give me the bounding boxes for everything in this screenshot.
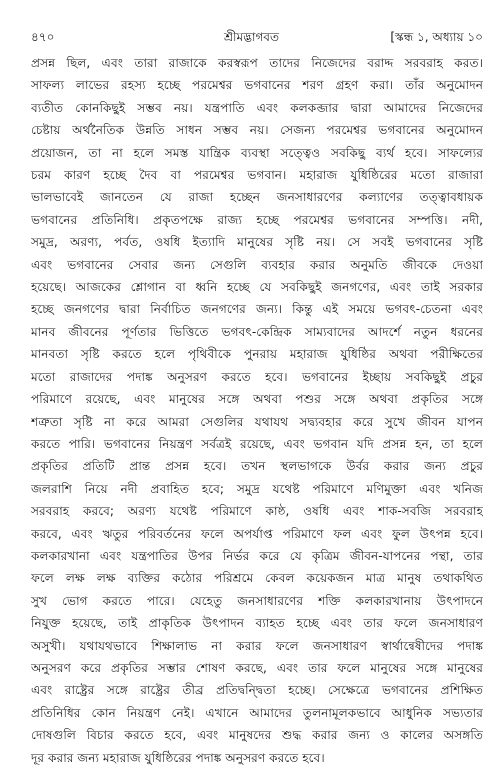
text-line: এবং রাষ্ট্রের সঙ্গে রাষ্ট্রের তীব্র প্রতিদ্বন্দ্বিতা হচ্ছে। সেক্ষেত্রে ভগবানের প্রশিক্ষিত (31, 683, 483, 698)
text-line: এবং ভগবানের সেবার জন্য সেগুলি ব্যবহার করার অনুমতি জীবকে দেওয়া (31, 257, 483, 272)
section-reference: [স্কন্ধ ১, অধ্যায় ১০ (390, 30, 483, 44)
text-line: অসুখী। যথাযথভাবে শিক্ষালাভ না করার ফলে জনসাধারণ স্বার্থান্বেষীদের পদাঙ্ক (31, 638, 483, 653)
running-header (31, 28, 483, 46)
text-line: চেষ্টায় অর্থনৈতিক উন্নতি সাধন সম্ভব নয়। সেজন্য পরমেশ্বর ভগবানের অনুমোদন (31, 123, 483, 138)
text-line: পরিমাণে রয়েছে, এবং মানুষের সঙ্গে অথবা পশুর সঙ্গে অথবা প্রকৃতির সঙ্গে (31, 392, 483, 407)
text-line: সমুদ্র, অরণ্য, পর্বত, ওষধি ইত্যাদি মানুষের সৃষ্টি নয়। সে সবই ভগবানের সৃষ্টি (31, 235, 483, 250)
text-line: করতে পারি। ভগবানের নিয়ন্ত্রণ সর্বত্রই রয়েছে, এবং ভগবান যদি প্রসন্ন হন, তা হলে (31, 436, 483, 451)
page-number: ৪৭০ (31, 30, 55, 44)
text-line: অনুসরণ করে প্রকৃতির সম্ভার শোষণ করছে, এবং তার ফলে মানুষের সঙ্গে মানুষের (31, 660, 483, 675)
text-line: ভগবানের প্রতিনিধি। প্রকৃতপক্ষে রাজ্য হচ্ছে পরমেশ্বর ভগবানের সম্পত্তি। নদী, (31, 212, 483, 227)
text-line: প্রতিনিধির কোন নিয়ন্ত্রণ নেই। এখানে আমাদের তুলনামূলকভাবে আধুনিক সভ্যতার (31, 705, 483, 720)
text-line: প্রসন্ন ছিল, এবং তারা রাজাকে করস্বরূপ তাদের নিজেদের বরাদ্দ সরবরাহ করত। (31, 56, 483, 70)
text-line: দূর করার জন্য মহারাজ যুধিষ্ঠিরের পদাঙ্ক অনুসরণ করতে হবে। (31, 750, 325, 765)
text-line: দোষগুলি বিচার করতে হবে, এবং মানুষদের শুদ্ধ করার জন্য ও কালের অসঙ্গতি (31, 728, 483, 743)
text-line: নিযুক্ত হয়েছে, তাই প্রাকৃতিক উৎপাদন ব্যাহত হচ্ছে এবং তার ফলে জনসাধারণ (31, 616, 483, 631)
text-line: মানব জীবনের পূর্ণতার ভিত্তিতে ভগবৎ-কেন্দ্রিক সাম্যবাদের আদর্শে নতুন ধরনের (31, 324, 483, 339)
text-line: সাফল্য লাভের রহস্য হচ্ছে পরমেশ্বর ভগবানের শরণ গ্রহণ করা। তাঁর অনুমোদন (31, 78, 483, 93)
text-line: ব্যতীত কোনকিছুই সম্ভব নয়। যন্ত্রপাতি এবং কলকব্জার দ্বারা আমাদের নিজেদের (31, 100, 483, 115)
book-title: শ্রীমদ্ভাগবত (223, 30, 279, 44)
purport-paragraph (31, 52, 483, 769)
text-line: শত্রুতা সৃষ্টি না করে আমরা সেগুলির যথাযথ সদ্ব্যবহার করে সুখে জীবন যাপন (31, 414, 483, 429)
text-line: মানবতা সৃষ্টি করতে হলে পৃথিবীকে পুনরায় মহারাজ যুধিষ্ঠির অথবা পরীক্ষিতের (31, 347, 483, 362)
text-line: চরম কারণ হচ্ছে দৈব বা পরমেশ্বর ভগবান। মহারাজ যুধিষ্ঠিরের মতো রাজারা (31, 168, 483, 183)
text-line: প্রকৃতির প্রতিটি প্রান্ত প্রসন্ন হবে। তখন স্থলভাগকে উর্বর করার জন্য প্রচুর (31, 459, 483, 474)
text-line: হচ্ছে জনগণের দ্বারা নির্বাচিত জনগণের জন্য। কিন্তু এই সময়ে ভগবৎ-চেতনা এবং (31, 302, 483, 317)
text-line: করবে, এবং ঋতুর পরিবর্তনের ফলে অপর্যাপ্ত পরিমাণে ফল এবং ফুল উৎপন্ন হবে। (31, 526, 483, 541)
text-line: জলরাশি নিয়ে নদী প্রবাহিত হবে; সমুদ্র যথেষ্ট পরিমাণে মণিমুক্তা এবং খনিজ (31, 481, 483, 496)
text-line: প্রয়োজন, তা না হলে সমস্ত যান্ত্রিক ব্যবস্থা সত্ত্বেও সবকিছু ব্যর্থ হবে। সাফল্যের (31, 145, 483, 160)
text-line: কলকারখানা এবং যন্ত্রপাতির উপর নির্ভর করে যে কৃত্রিম জীবন-যাপনের পন্থা, তার (31, 548, 483, 563)
text-line: সরবরাহ করবে; অরণ্য যথেষ্ট পরিমাণে কাষ্ঠ, ওষধি এবং শাক-সবজি সরবরাহ (31, 504, 483, 519)
text-line: ফলে লক্ষ লক্ষ ব্যক্তির কঠোর পরিশ্রমে কেবল কয়েকজন মাত্র মানুষ তথাকথিত (31, 571, 483, 586)
text-line: মতো রাজাদের পদাঙ্ক অনুসরণ করতে হবে। ভগবানের ইচ্ছায় সবকিছুই প্রচুর (31, 369, 483, 384)
text-line: সুখ ভোগ করতে পারে। যেহেতু জনসাধারণের শক্তি কলকারখানায় উৎপাদনে (31, 593, 483, 608)
text-line: ভালভাবেই জানতেন যে রাজা হচ্ছেন জনসাধারণের কল্যাণের তত্ত্বাবধায়ক (31, 190, 483, 205)
text-line: হয়েছে। আজকের শ্লোগান বা ধ্বনি হচ্ছে যে সবকিছুই জনগণের, এবং তাই সরকার (31, 280, 483, 295)
